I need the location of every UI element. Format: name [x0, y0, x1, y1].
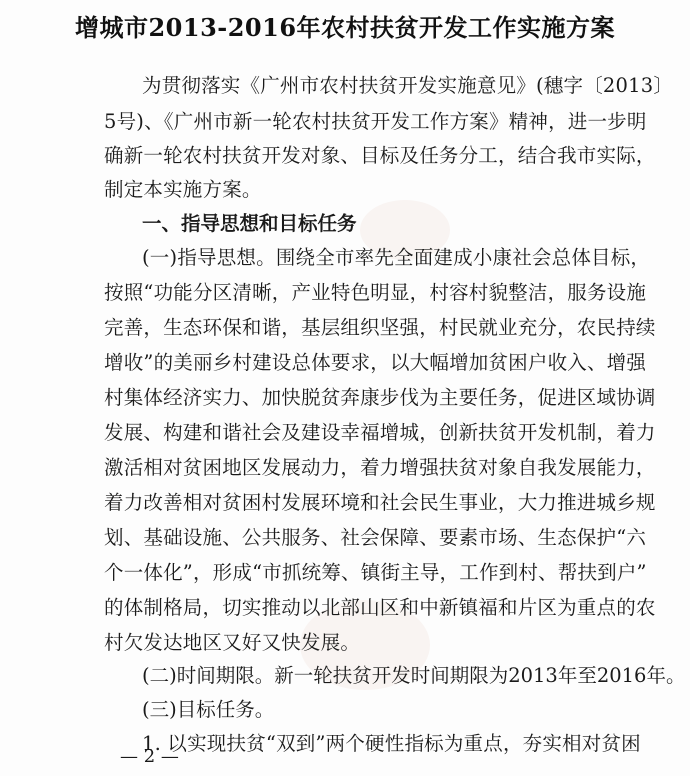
intro-line: 制定本实施方案。 — [104, 178, 262, 201]
intro-line: 为贯彻落实《广州市农村扶贫开发实施意见》(穗字〔2013〕 — [142, 74, 674, 97]
intro-line: 确新一轮农村扶贫开发对象、目标及任务分工，结合我市实际， — [104, 144, 656, 167]
targets-line: (三)目标任务。 — [142, 698, 275, 721]
paragraph-line: 激活相对贫困地区发展动力，着力增强扶贫对象自我发展能力， — [104, 456, 656, 479]
paragraph-line: 发展、构建和谐社会及建设幸福增城，创新扶贫开发机制，着力 — [104, 421, 656, 444]
paragraph-line: 村集体经济实力、加快脱贫奔康步伐为主要任务，促进区域协调 — [104, 386, 656, 409]
paragraph-line: (一)指导思想。围绕全市率先全面建成小康社会总体目标， — [142, 246, 651, 269]
paragraph-line: 完善，生态环保和谐，基层组织坚强，村民就业充分，农民持续 — [104, 316, 656, 339]
paragraph-line: 个一体化”，形成“市抓统筹、镇街主导，工作到村、帮扶到户” — [104, 561, 647, 584]
paragraph-line: 划、基础设施、公共服务、社会保障、要素市场、生态保护“六 — [104, 526, 647, 549]
paragraph-line: 村欠发达地区又好又快发展。 — [104, 631, 361, 654]
paragraph-line: 增收”的美丽乡村建设总体要求，以大幅增加贫困户收入、增强 — [104, 351, 647, 374]
paragraph-line: 按照“功能分区清晰，产业特色明显，村容村貌整洁，服务设施 — [104, 281, 647, 304]
item-line: 1. 以实现扶贫“双到”两个硬性指标为重点，夯实相对贫困 — [142, 732, 641, 755]
document-title: 增城市2013-2016年农村扶贫开发工作实施方案 — [74, 13, 616, 42]
intro-line: 5号)、《广州市新一轮农村扶贫开发工作方案》精神，进一步明 — [104, 110, 647, 133]
time-period-line: (二)时间期限。新一轮扶贫开发时间期限为2013年至2016年。 — [142, 664, 686, 687]
section-heading: 一、指导思想和目标任务 — [142, 212, 357, 235]
paragraph-line: 的体制格局，切实推动以北部山区和中新镇福和片区为重点的农 — [104, 596, 656, 619]
paragraph-line: 着力改善相对贫困村发展环境和社会民生事业，大力推进城乡规 — [104, 491, 656, 514]
page-number: — 2 — — [120, 746, 179, 767]
